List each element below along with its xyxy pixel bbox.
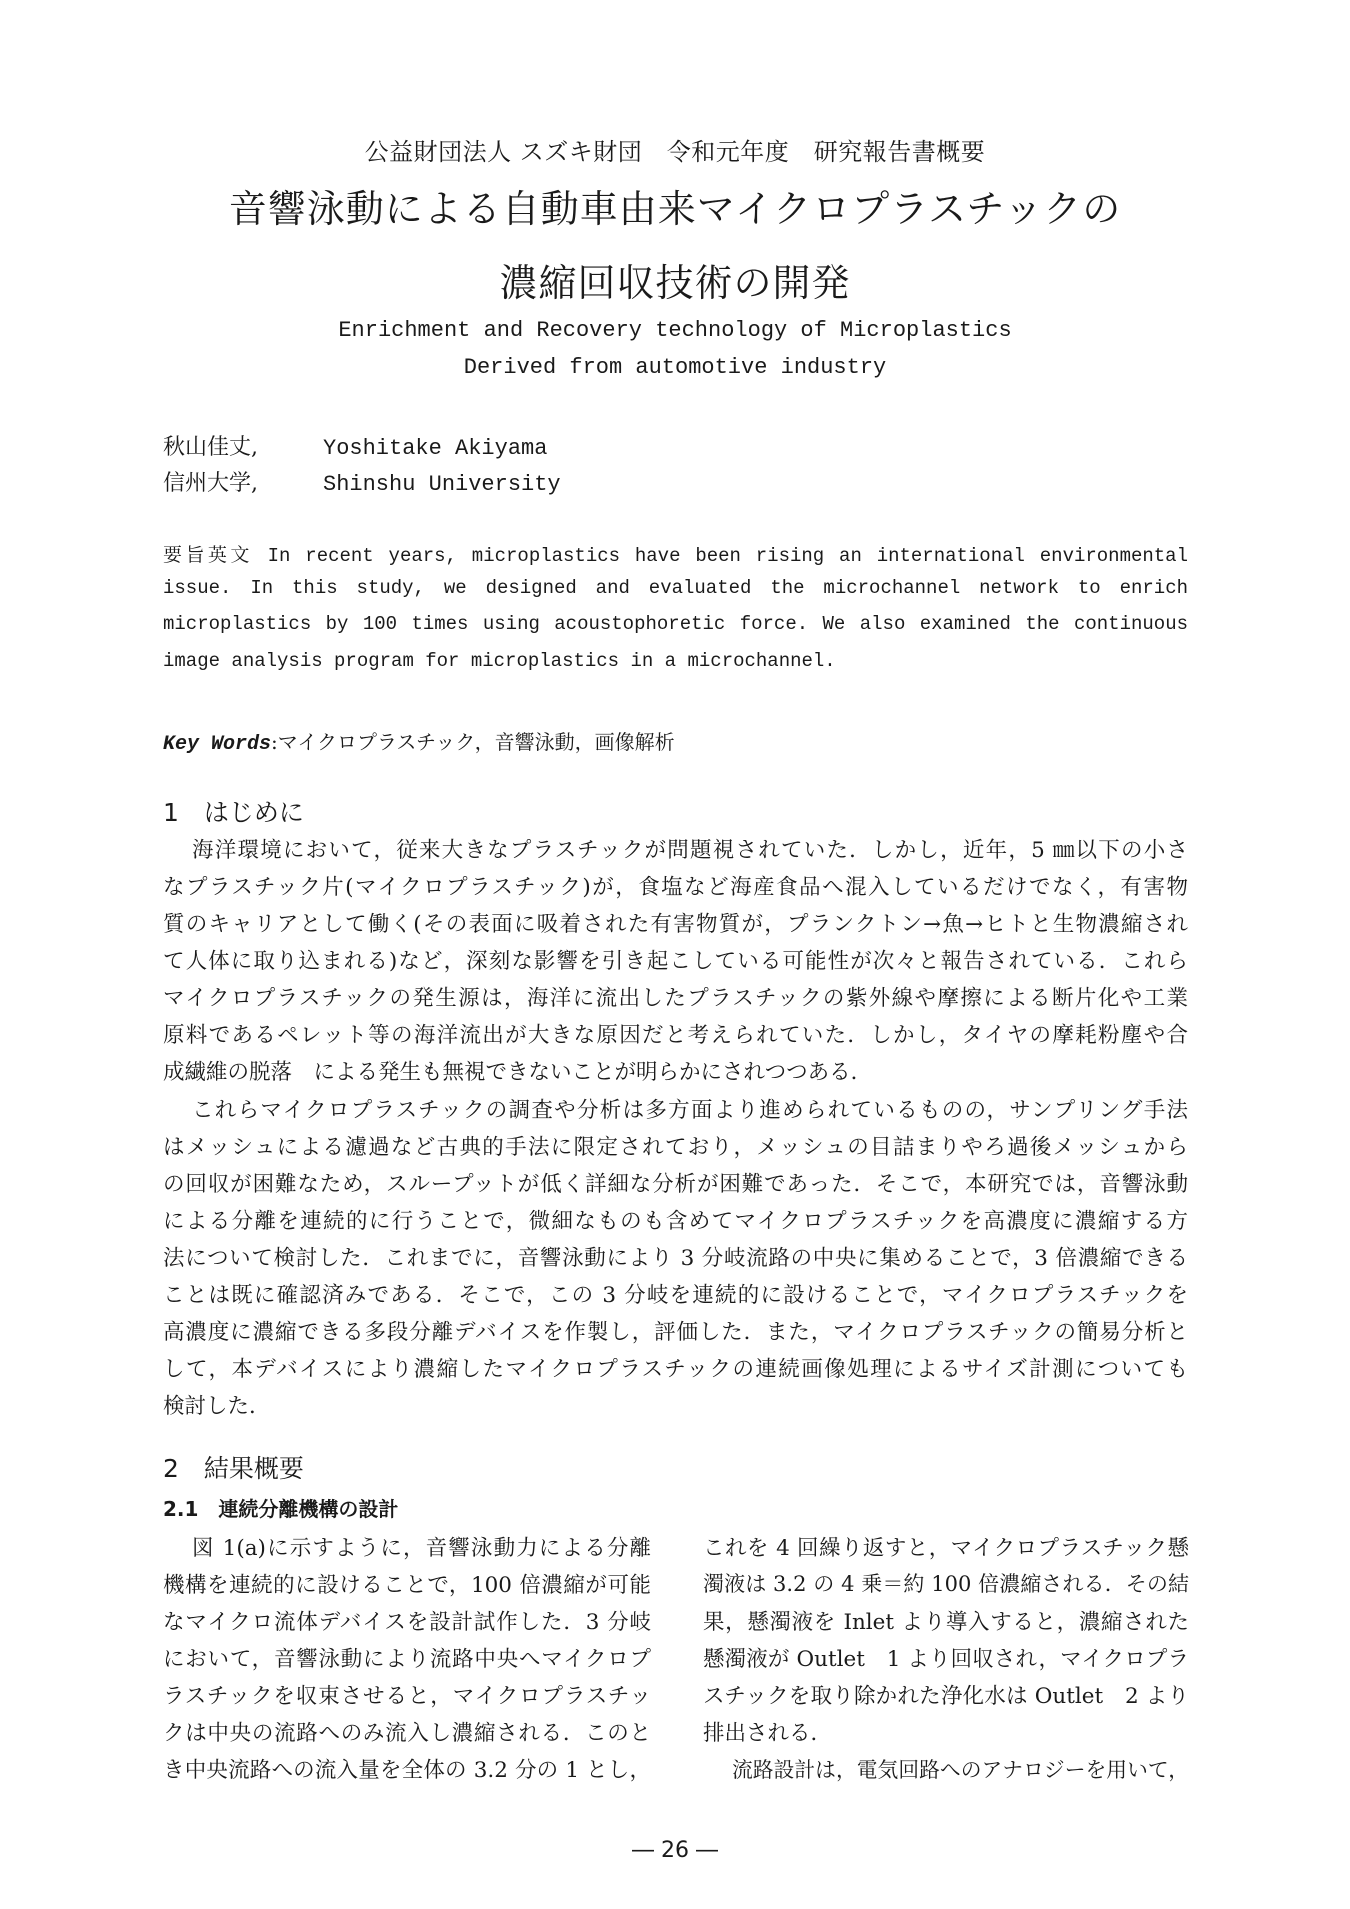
title-japanese-line-2: 濃縮回収技術の開発 [499, 261, 851, 305]
section-heading-introduction: 1 はじめに [163, 798, 304, 827]
title-english-line-2: Derived from automotive industry [463, 355, 887, 380]
author-row [163, 430, 547, 466]
left-column-line: 機構を連続的に設けることで，100 倍濃縮が可能 [163, 1573, 651, 1598]
body-line: の回収が困難なため，スループットが低く詳細な分析が困難であった．そこで，本研究では，音響泳動 [163, 1172, 1188, 1197]
body-line: 高濃度に濃縮できる多段分離デバイスを作製し，評価した．また，マイクロプラスチックの簡易分析と [163, 1320, 1188, 1345]
keywords-separator: : [271, 730, 278, 754]
body-line: て人体に取り込まれる)など，深刻な影響を引き起こしている可能性が次々と報告されている．これら [163, 949, 1188, 974]
abstract-text: In recent years, microplastics have been rising an international environmental [267, 545, 1188, 567]
abstract-line [163, 540, 1188, 567]
title-japanese-line-1: 音響泳動による自動車由来マイクロプラスチックの [228, 187, 1122, 231]
body-line: 検討した． [163, 1394, 271, 1419]
report-header: 公益財団法人 スズキ財団 令和元年度 研究報告書概要 [364, 138, 986, 166]
body-line: して，本デバイスにより濃縮したマイクロプラスチックの連続画像処理によるサイズ計測についても [163, 1357, 1188, 1382]
abstract-line: image analysis program for microplastics in a microchannel. [163, 650, 836, 672]
right-column-line: 流路設計は，電気回路へのアナロジーを用いて， [732, 1758, 1189, 1782]
right-column-line: これを 4 回繰り返すと，マイクロプラスチック懸 [703, 1536, 1189, 1561]
abstract-line: microplastics by 100 times using acoustophoretic force. We also examined the continuous [163, 613, 1188, 635]
affiliation-jp: 信州大学, [163, 471, 258, 496]
page-number: ― 26 ― [632, 1838, 718, 1863]
section-heading-results: 2 結果概要 [163, 1454, 304, 1483]
left-column-line: ラスチックを収束させると，マイクロプラスチッ [163, 1684, 651, 1709]
body-line: 質のキャリアとして働く(その表面に吸着された有害物質が，プランクトン→魚→ヒトと生物濃縮され [163, 912, 1188, 937]
left-column-line: 図 1(a)に示すように，音響泳動力による分離 [192, 1536, 651, 1561]
body-line: 成繊維の脱落 による発生も無視できないことが明らかにされつつある． [163, 1060, 873, 1085]
left-column-line: き中央流路への流入量を全体の 3.2 分の 1 とし， [163, 1758, 651, 1783]
body-line: これらマイクロプラスチックの調査や分析は多方面より進められているものの，サンプリング手法 [192, 1098, 1188, 1123]
body-line: 海洋環境において，従来大きなプラスチックが問題視されていた．しかし，近年，5 ㎜以下の小さ [192, 838, 1188, 863]
left-column-line: において，音響泳動により流路中央へマイクロプ [163, 1647, 651, 1672]
left-column-line: クは中央の流路へのみ流入し濃縮される．このと [163, 1721, 651, 1746]
right-column-line: 懸濁液が Outlet 1 より回収され，マイクロプラ [703, 1647, 1189, 1672]
body-line: なプラスチック片(マイクロプラスチック)が，食塩など海産食品へ混入しているだけでなく，有害物 [163, 875, 1188, 900]
body-line: ことは既に確認済みである．そこで，この 3 分岐を連続的に設けることで，マイクロプラスチックを [163, 1283, 1188, 1308]
title-english-line-1: Enrichment and Recovery technology of Microplastics [338, 318, 1012, 343]
keywords [163, 726, 675, 756]
body-line: はメッシュによる濾過など古典的手法に限定されており，メッシュの目詰まりやろ過後メッシュから [163, 1135, 1188, 1160]
keywords-label: Key Words [163, 733, 272, 756]
body-line: マイクロプラスチックの発生源は，海洋に流出したプラスチックの紫外線や摩擦による断片化や工業 [163, 986, 1188, 1011]
right-column-line: 排出される． [703, 1721, 833, 1746]
right-column-line: 濁液は 3.2 の 4 乗＝約 100 倍濃縮される．その結 [703, 1572, 1189, 1596]
abstract-label: 要旨英文 [163, 544, 253, 566]
right-column-line: 果，懸濁液を Inlet より導入すると，濃縮された [703, 1610, 1189, 1635]
keywords-text: マイクロプラスチック，音響泳動，画像解析 [277, 730, 675, 754]
subsection-heading: 2.1 連続分離機構の設計 [163, 1497, 399, 1521]
left-column-line: なマイクロ流体デバイスを設計試作した．3 分岐 [163, 1610, 651, 1635]
body-line: 法について検討した．これまでに，音響泳動により 3 分岐流路の中央に集めることで，3 倍濃縮できる [163, 1246, 1188, 1271]
affiliation-en: Shinshu University [323, 472, 561, 497]
body-line: による分離を連続的に行うことで，微細なものも含めてマイクロプラスチックを高濃度に濃縮する方 [163, 1209, 1188, 1234]
author-name-en: Yoshitake Akiyama [323, 436, 548, 461]
right-column-line: スチックを取り除かれた浄化水は Outlet 2 より [703, 1684, 1189, 1709]
author-name-jp: 秋山佳丈, [163, 435, 258, 460]
abstract-line: issue. In this study, we designed and evaluated the microchannel network to enrich [163, 577, 1188, 599]
body-line: 原料であるペレット等の海洋流出が大きな原因だと考えられていた．しかし，タイヤの摩耗粉塵や合 [163, 1023, 1188, 1048]
affiliation-row [163, 466, 561, 502]
